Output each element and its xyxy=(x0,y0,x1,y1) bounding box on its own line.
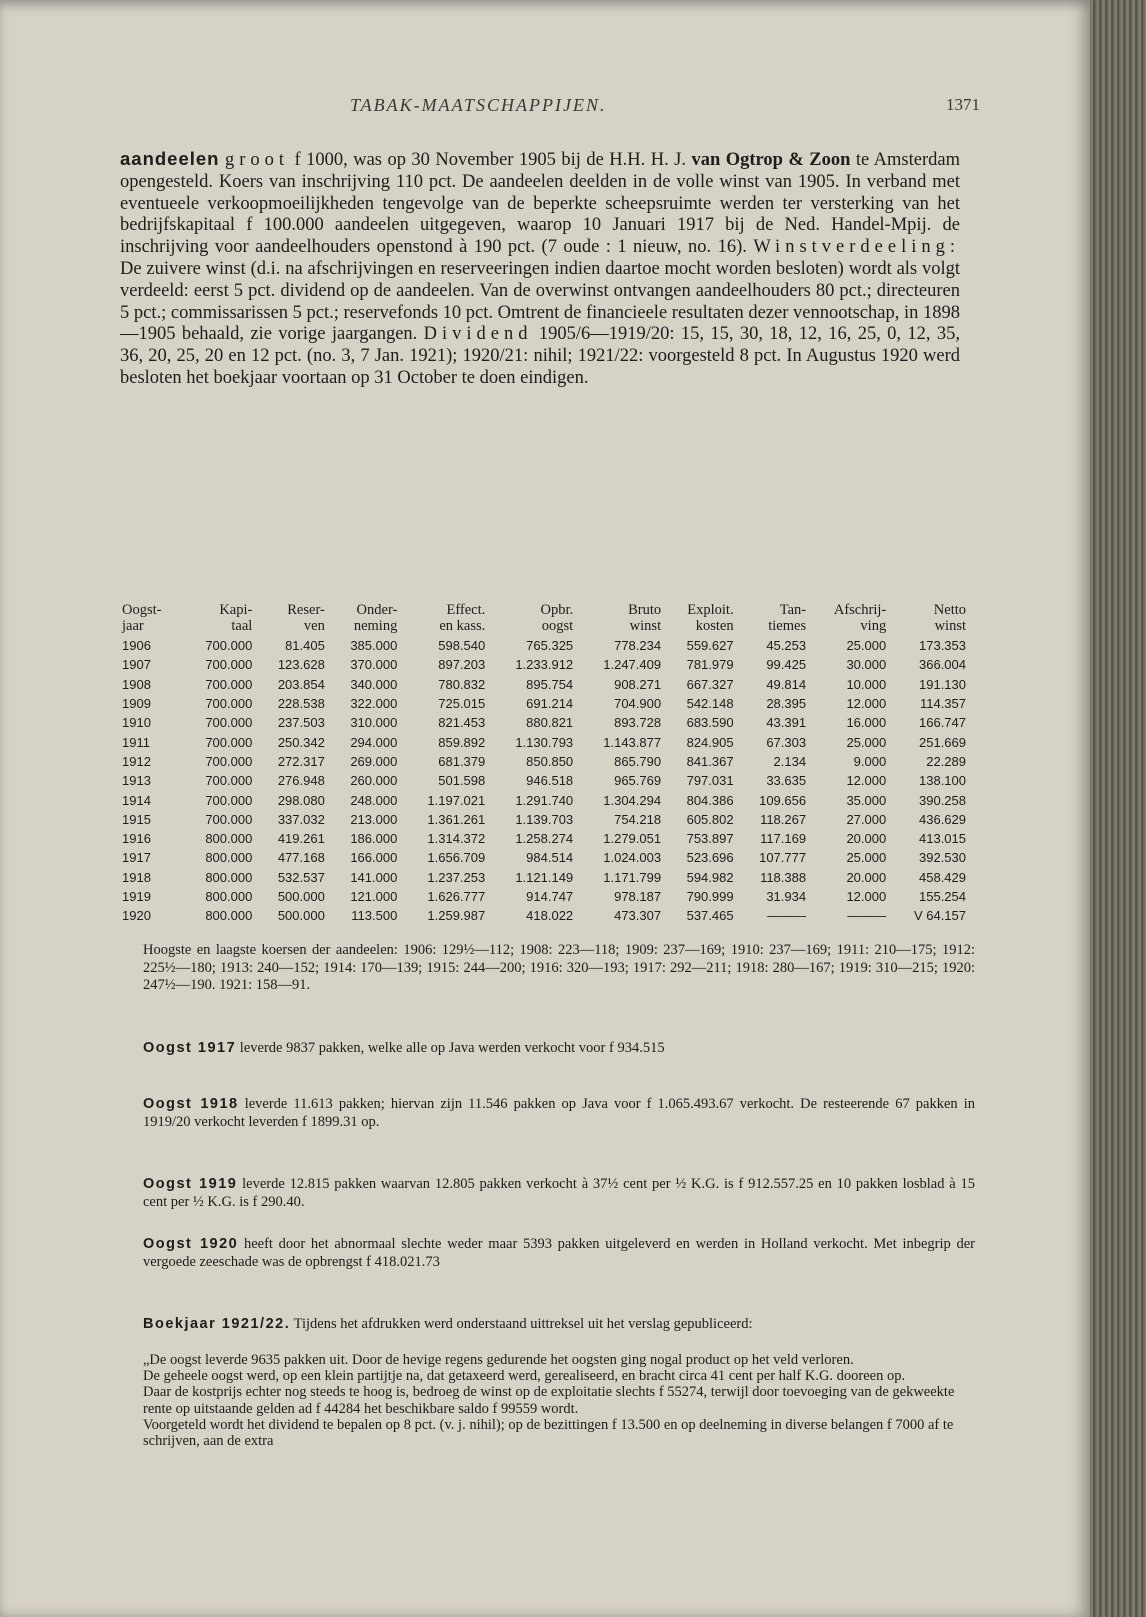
intro-spaced: groot xyxy=(224,150,290,170)
oogst-text: leverde 12.815 pakken waarvan 12.805 pakken verkocht à 37½ cent per ½ K.G. is f 912.557.25 en 10 pakken losblad à 15 cent per ½ K.G. is f 290.40. xyxy=(143,1176,975,1210)
table-cell: 272.317 xyxy=(277,753,325,769)
table-cell: 173.353 xyxy=(919,638,966,654)
table-cell: 500.000 xyxy=(277,908,325,924)
table-cell: 385.000 xyxy=(350,638,398,654)
table-cell: 765.325 xyxy=(526,638,574,654)
table-row xyxy=(120,771,968,790)
oogst-text: heeft door het abnormaal slechte weder maar 5393 pakken uitgeleverd en werden in Holland verkocht. Met inbegrip der vergoede zeeschade was de opbrengst f 418.021.73 xyxy=(143,1236,975,1270)
table-cell: ——— xyxy=(767,908,807,924)
column-header: en kass. xyxy=(439,618,486,634)
table-cell: 700.000 xyxy=(205,715,253,731)
table-cell: 392.530 xyxy=(919,850,966,866)
boekjaar-quote xyxy=(143,1352,975,1449)
table-cell: 413.015 xyxy=(919,831,966,847)
table-cell: 43.391 xyxy=(766,715,807,731)
table-cell: 1.258.274 xyxy=(515,831,574,847)
table-cell: 753.897 xyxy=(686,831,734,847)
table-cell: 294.000 xyxy=(350,734,398,750)
table-cell: 542.148 xyxy=(686,696,734,712)
oogst-label: Oogst 1920 xyxy=(143,1236,239,1252)
table-header-row xyxy=(120,618,968,636)
table-cell: 418.022 xyxy=(526,908,574,924)
table-cell: 537.465 xyxy=(686,908,734,924)
quote-line: De geheele oogst werd, op een klein partijtje na, dat getaxeerd werd, gerealiseerd, en bracht circa 41 cent per half K.G. dooreen op. xyxy=(143,1368,906,1385)
table-cell: 700.000 xyxy=(205,638,253,654)
table-cell: 778.234 xyxy=(614,638,662,654)
table-cell: 12.000 xyxy=(846,773,887,789)
table-cell: 797.031 xyxy=(686,773,734,789)
table-row xyxy=(120,732,968,751)
table-cell: 780.832 xyxy=(438,676,486,692)
table-cell: 859.892 xyxy=(438,734,486,750)
table-cell: 1906 xyxy=(122,638,151,654)
table-cell: 1.291.740 xyxy=(515,792,574,808)
table-row xyxy=(120,752,968,771)
table-cell: 1.171.799 xyxy=(603,869,662,885)
table-cell: 700.000 xyxy=(205,773,253,789)
table-cell: 12.000 xyxy=(846,889,887,904)
column-header: oogst xyxy=(541,618,574,634)
table-cell: 1.247.409 xyxy=(603,657,662,673)
column-header: ven xyxy=(303,618,325,634)
table-cell: 121.000 xyxy=(350,889,398,904)
intro-text-2: te Amsterdam opengesteld. Koers van inschrijving 110 pct. De aandeelen deelden in de volle winst van 1905. In verband met eventueele verkoopmoeilijkheden tengevolge van de beperkte scheepsruimte werden ter versterking van het bedrijfskapitaal f 100.000 aandeelen uitgegeven, waarop 10 Januari 1917 bij de Ned. Handel-Mpij. de inschrijving voor aandeelhouders openstond à 190 pct. (7 oude : 1 nieuw, no. 16). xyxy=(120,150,960,258)
column-header: Onder- xyxy=(356,602,398,618)
table-cell: 893.728 xyxy=(614,715,662,731)
table-cell: 700.000 xyxy=(205,657,253,673)
table-cell: 700.000 xyxy=(205,696,253,712)
table-cell: 1.139.703 xyxy=(515,811,574,827)
table-cell: 700.000 xyxy=(205,753,253,769)
column-header: Kapi- xyxy=(219,602,253,618)
column-header: winst xyxy=(934,618,966,634)
table-row xyxy=(120,887,968,906)
table-cell: 790.999 xyxy=(686,889,734,904)
table-cell: 683.590 xyxy=(686,715,734,731)
table-row xyxy=(120,713,968,732)
table-cell: 1.130.793 xyxy=(515,734,574,750)
table-cell: 228.538 xyxy=(277,696,325,712)
table-cell: 1909 xyxy=(122,696,151,712)
table-cell: 700.000 xyxy=(205,792,253,808)
table-cell: 310.000 xyxy=(350,715,398,731)
table-cell: 436.629 xyxy=(919,811,966,827)
table-cell: 691.214 xyxy=(526,696,574,712)
table-cell: 203.854 xyxy=(277,676,325,692)
table-cell: 725.015 xyxy=(438,696,486,712)
table-cell: 1914 xyxy=(122,792,151,808)
column-header: Tan- xyxy=(779,602,807,618)
table-cell: 700.000 xyxy=(205,811,253,827)
table-cell: 1907 xyxy=(122,657,151,673)
table-cell: 1.361.261 xyxy=(427,811,486,827)
table-cell: 12.000 xyxy=(846,696,887,712)
table-cell: 800.000 xyxy=(205,869,253,885)
koersen-paragraph xyxy=(143,942,975,995)
table-cell: 113.500 xyxy=(351,908,398,924)
table-row xyxy=(120,790,968,809)
boekjaar-label: Boekjaar 1921/22. xyxy=(143,1316,291,1332)
table-cell: 1911 xyxy=(122,734,150,750)
boekjaar-text: Tijdens het afdrukken werd onderstaand uittreksel uit het verslag gepubliceerd: xyxy=(290,1316,753,1332)
table-cell: 237.503 xyxy=(277,715,325,731)
table-cell: 366.004 xyxy=(919,657,966,673)
intro-text-1: f 1000, was op 30 November 1905 bij de H.H. H. J. xyxy=(289,150,692,170)
quote-line: Daar de kostprijs echter nog steeds te hoog is, bedroeg de winst op de exploitatie slechts f 55274, terwijl door toevoeging van de gekweekte rente op uitstaande gelden ad f 44284 het beschikbare saldo f 99559 wordt. xyxy=(143,1384,955,1417)
table-cell: 49.814 xyxy=(766,676,807,692)
table-cell: 118.388 xyxy=(760,869,807,885)
table-cell: 67.303 xyxy=(766,734,807,750)
oogst-text: leverde 11.613 pakken; hiervan zijn 11.546 pakken op Java voor f 1.065.493.67 verkocht. De resteerende 67 pakken in 1919/20 verkocht leverden f 1899.31 op. xyxy=(143,1096,975,1130)
intro-lead: aandeelen xyxy=(120,148,220,169)
table-cell: 141.000 xyxy=(350,869,398,885)
table-cell: 1917 xyxy=(122,850,151,866)
table-cell: 166.747 xyxy=(919,715,966,731)
table-cell: 667.327 xyxy=(686,676,734,692)
table-cell: 473.307 xyxy=(614,908,662,924)
table-cell: 298.080 xyxy=(277,792,325,808)
table-cell: 1.233.912 xyxy=(515,657,574,673)
table-cell: 45.253 xyxy=(766,638,807,654)
table-cell: 166.000 xyxy=(350,850,398,866)
oogst-1917 xyxy=(143,1040,975,1058)
oogst-label: Oogst 1918 xyxy=(143,1096,239,1112)
table-cell: 800.000 xyxy=(205,831,253,847)
column-header: Opbr. xyxy=(540,602,574,618)
table-cell: 800.000 xyxy=(205,908,253,924)
table-cell: 20.000 xyxy=(846,831,887,847)
column-header: taal xyxy=(231,618,253,634)
intro-text-3: De zuivere winst (d.i. na afschrijvingen en reserveeringen indien daartoe mocht worden besloten) wordt als volgt verdeeld: eerst 5 pct. dividend op de aandeelen. Van de overwinst ontvangen aandeelhouders 80 pct.; directeuren 5 pct.; commissarissen 5 pct.; reservefonds 10 pct. Omtrent de financieele resultaten dezer vennootschap, in 1898—1905 behaald, zie vorige jaargangen. xyxy=(120,258,960,345)
table-cell: 1.024.003 xyxy=(603,850,662,866)
table-cell: 880.821 xyxy=(526,715,574,731)
table-cell: 186.000 xyxy=(350,831,398,847)
table-cell: 10.000 xyxy=(846,676,887,692)
table-cell: 337.032 xyxy=(277,811,325,827)
column-header: Afschrij- xyxy=(833,602,887,618)
table-cell: 895.754 xyxy=(526,676,574,692)
table-cell: 114.357 xyxy=(919,696,966,712)
oogst-label: Oogst 1919 xyxy=(143,1176,238,1192)
column-header: ving xyxy=(860,618,887,634)
table-cell: 1915 xyxy=(122,811,151,827)
table-cell: 1919 xyxy=(122,889,151,904)
table-cell: V 64.157 xyxy=(913,908,966,924)
table-cell: 965.769 xyxy=(614,773,662,789)
table-cell: 532.537 xyxy=(277,869,325,885)
table-cell: 22.289 xyxy=(926,753,966,769)
table-cell: 1.626.777 xyxy=(427,889,486,904)
table-cell: 30.000 xyxy=(846,657,887,673)
column-header: Exploit. xyxy=(687,602,734,618)
column-header: neming xyxy=(353,618,398,634)
dividend-label: Dividend xyxy=(423,324,533,345)
table-cell: 1913 xyxy=(122,773,151,789)
table-cell: 804.386 xyxy=(686,792,734,808)
column-header: Netto xyxy=(933,602,966,618)
table-cell: 477.168 xyxy=(277,850,325,866)
table-cell: 250.342 xyxy=(277,734,325,750)
table-cell: 340.000 xyxy=(350,676,398,692)
table-cell: 598.540 xyxy=(438,638,486,654)
oogst-text: leverde 9837 pakken, welke alle op Java werden verkocht voor f 934.515 xyxy=(236,1040,665,1056)
table-cell: 9.000 xyxy=(853,753,887,769)
table-row xyxy=(120,694,968,713)
table-cell: 322.000 xyxy=(350,696,398,712)
table-cell: 594.982 xyxy=(686,869,734,885)
table-cell: 1.314.372 xyxy=(427,831,486,847)
table-cell: 248.000 xyxy=(350,792,398,808)
table-cell: 260.000 xyxy=(350,773,398,789)
table-cell: 1.121.149 xyxy=(515,869,574,885)
page-number: 1371 xyxy=(946,95,980,114)
table-cell: 251.669 xyxy=(919,734,966,750)
table-cell: 523.696 xyxy=(686,850,734,866)
table-cell: 500.000 xyxy=(277,889,325,904)
winstverdeeling-label: Winstverdeeling: xyxy=(753,237,960,258)
table-cell: 946.518 xyxy=(526,773,574,789)
table-cell: 25.000 xyxy=(846,734,887,750)
column-header: Reser- xyxy=(287,602,325,618)
table-cell: 155.254 xyxy=(919,889,966,904)
table-cell: 1.237.253 xyxy=(427,869,486,885)
table-row xyxy=(120,655,968,674)
table-cell: 559.627 xyxy=(686,638,734,654)
table-cell: 25.000 xyxy=(846,850,887,866)
oogst-1920 xyxy=(143,1236,975,1271)
column-header: Effect. xyxy=(446,602,486,618)
table-cell: 31.934 xyxy=(766,889,807,904)
table-cell: 681.379 xyxy=(438,753,486,769)
table-cell: 1.279.051 xyxy=(603,831,662,847)
intro-text-4: 1905/6—1919/20: 15, 15, 30, 18, 12, 16, 25, 0, 12, 35, 36, 20, 25, 20 en 12 pct. (no. 3, 7 Jan. 1921); 1920/21: nihil; 1921/22: voorgesteld 8 pct. In Augustus 1920 werd besloten het boekjaar voortaan op 31 October te doen eindigen. xyxy=(120,324,960,388)
table-cell: 123.628 xyxy=(277,657,325,673)
table-cell: 109.656 xyxy=(759,792,807,808)
financial-table xyxy=(120,602,968,925)
page-title: TABAK-MAATSCHAPPIJEN. xyxy=(350,95,607,115)
table-cell: 1.259.987 xyxy=(427,908,486,924)
table-cell: 213.000 xyxy=(350,811,398,827)
table-header-row xyxy=(120,602,968,618)
oogst-1919 xyxy=(143,1176,975,1211)
table-cell: 908.271 xyxy=(614,676,662,692)
table-cell: 35.000 xyxy=(846,792,887,808)
table-cell: 821.453 xyxy=(438,715,486,731)
column-header: winst xyxy=(629,618,662,634)
table-cell: 800.000 xyxy=(205,889,253,904)
table-cell: 1.143.877 xyxy=(603,734,662,750)
table-row xyxy=(120,868,968,887)
table-cell: 20.000 xyxy=(846,869,887,885)
table-cell: 390.258 xyxy=(919,792,966,808)
table-cell: 16.000 xyxy=(846,715,887,731)
running-header xyxy=(120,95,980,121)
table-cell: 501.598 xyxy=(438,773,486,789)
table-cell: 1912 xyxy=(122,753,151,769)
table-cell: 81.405 xyxy=(285,638,325,654)
table-cell: 2.134 xyxy=(773,753,807,769)
table-cell: 107.777 xyxy=(759,850,807,866)
table-cell: 25.000 xyxy=(846,638,887,654)
table-cell: 118.267 xyxy=(760,811,807,827)
table-cell: 276.948 xyxy=(277,773,325,789)
intro-paragraph xyxy=(120,148,960,390)
table-cell: 824.905 xyxy=(686,734,734,750)
table-row xyxy=(120,829,968,848)
table-cell: 138.100 xyxy=(919,773,966,789)
table-cell: 1920 xyxy=(122,908,151,924)
table-cell: 841.367 xyxy=(686,753,734,769)
table-cell: 781.979 xyxy=(686,657,734,673)
table-row xyxy=(120,636,968,655)
table-cell: 458.429 xyxy=(919,869,966,885)
column-header: jaar xyxy=(122,618,144,634)
koersen-text: Hoogste en laagste koersen der aandeelen: 1906: 129½—112; 1908: 223—118; 1909: 237—169; 1910: 237—169; 1911: 210—175; 1912: 225½—180; 1913: 240—152; 1914: 170—139; 1915: 244—200; 1916: 320—193; 1917: 292—211; 1918: 280—167; 1919: 310—215; 1920: 247½—190. 1921: 158—91. xyxy=(143,942,975,993)
table-cell: 99.425 xyxy=(766,657,807,673)
table-cell: 1910 xyxy=(122,715,151,731)
table-cell: 984.514 xyxy=(526,850,574,866)
table-cell: 1.656.709 xyxy=(427,850,486,866)
table-cell: 978.187 xyxy=(614,889,662,904)
table-cell: 897.203 xyxy=(438,657,486,673)
table-cell: 914.747 xyxy=(526,889,574,904)
column-header: tiemes xyxy=(768,618,807,634)
column-header: Oogst- xyxy=(122,602,162,618)
table-cell: 33.635 xyxy=(766,773,807,789)
table-cell: 191.130 xyxy=(919,676,966,692)
table-row xyxy=(120,810,968,829)
table-cell: 850.850 xyxy=(526,753,574,769)
book-edge xyxy=(1090,0,1146,1617)
table-cell: ——— xyxy=(847,908,887,924)
table-cell: 1918 xyxy=(122,869,151,885)
column-header: kosten xyxy=(695,618,734,634)
table-cell: 1.197.021 xyxy=(427,792,486,808)
table-cell: 800.000 xyxy=(205,850,253,866)
oogst-label: Oogst 1917 xyxy=(143,1040,237,1056)
table-cell: 754.218 xyxy=(614,811,662,827)
table-row xyxy=(120,675,968,694)
table-cell: 370.000 xyxy=(350,657,398,673)
table-cell: 1908 xyxy=(122,676,151,692)
table-body xyxy=(120,636,968,925)
table-cell: 605.802 xyxy=(686,811,734,827)
table-row xyxy=(120,848,968,867)
table-cell: 117.169 xyxy=(760,831,807,847)
table-cell: 419.261 xyxy=(277,831,325,847)
table-cell: 27.000 xyxy=(846,811,887,827)
table-row xyxy=(120,906,968,925)
oogst-1918 xyxy=(143,1096,975,1131)
table-cell: 269.000 xyxy=(350,753,398,769)
table-cell: 700.000 xyxy=(205,734,253,750)
table-cell: 865.790 xyxy=(614,753,662,769)
quote-line: Voorgeteld wordt het dividend te bepalen op 8 pct. (v. j. nihil); op de bezittingen f 13.500 en op deelneming in diverse belangen f 7000 af te schrijven, aan de extra xyxy=(143,1416,954,1450)
table-cell: 28.395 xyxy=(766,696,807,712)
intro-firm: van Ogtrop & Zoon xyxy=(691,150,851,170)
table-cell: 704.900 xyxy=(614,696,662,712)
table-cell: 1.304.294 xyxy=(603,792,662,808)
quote-line: „De oogst leverde 9635 pakken uit. Door de hevige regens gedurende het oogsten ging nogal product op het veld verloren. xyxy=(143,1352,854,1368)
table-cell: 700.000 xyxy=(205,676,253,692)
table-cell: 1916 xyxy=(122,831,151,847)
boekjaar-paragraph xyxy=(143,1316,975,1334)
column-header: Bruto xyxy=(628,602,662,618)
